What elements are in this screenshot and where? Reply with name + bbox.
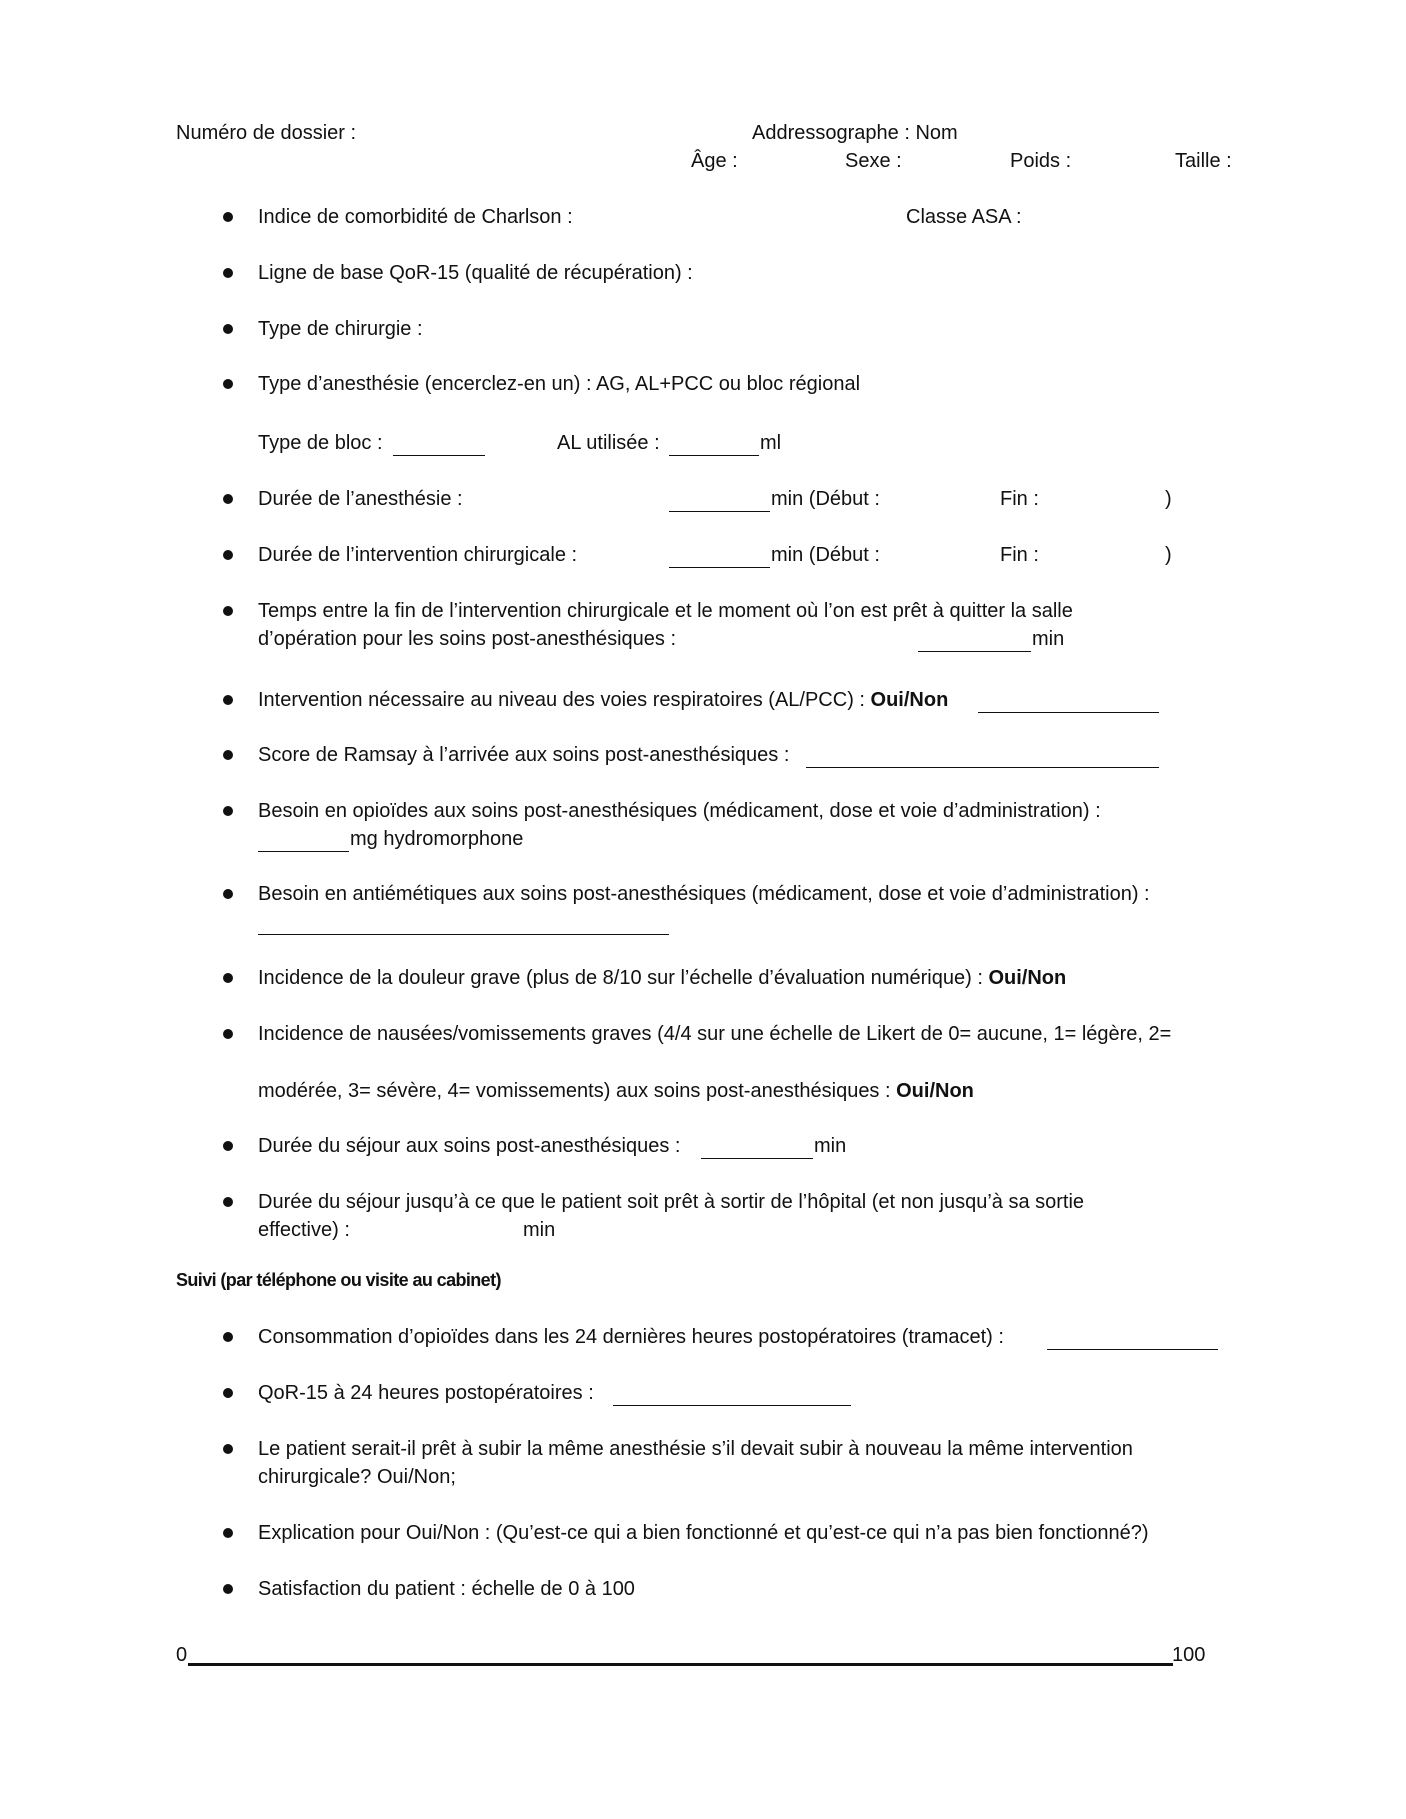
anesthesia-type-label: Type d’anesthésie (encerclez-en un) : AG, AL+PCC ou bloc régional (258, 373, 861, 395)
qor-baseline-label: Ligne de base QoR-15 (qualité de récupération) : (258, 262, 693, 284)
asa-class-label: Classe ASA : (906, 206, 1022, 228)
ramsay-score-label: Score de Ramsay à l’arrivée aux soins post-anesthésiques : (258, 744, 790, 766)
bullet-icon (223, 806, 233, 816)
nausea-label-2: modérée, 3= sévère, 4= vomissements) aux soins post-anesthésiques : Oui/Non (258, 1080, 974, 1102)
height-label: Taille : (1175, 150, 1232, 172)
opioid-dose-blank[interactable] (258, 833, 349, 852)
bullet-icon (223, 1584, 233, 1594)
scale-max-label: 100 (1172, 1644, 1206, 1666)
time-to-ready-label-2: d’opération pour les soins post-anesthésiques : (258, 628, 677, 650)
same-anesthesia-label-1: Le patient serait-il prêt à subir la même anesthésie s’il devait subir à nouveau la même intervention (258, 1438, 1133, 1460)
addressograph-label: Addressographe : Nom (752, 122, 958, 144)
airway-intervention-label: Intervention nécessaire au niveau des voies respiratoires (AL/PCC) : Oui/Non (258, 689, 949, 711)
charlson-index-label: Indice de comorbidité de Charlson : (258, 206, 573, 228)
airway-intervention-blank[interactable] (978, 694, 1159, 713)
explanation-label: Explication pour Oui/Non : (Qu’est-ce qui a bien fonctionné et qu’est-ce qui n’a pas bien fonctionné?) (258, 1522, 1149, 1544)
anesthesia-start-label: min (Début : (771, 488, 880, 510)
opioid-consumption-label: Consommation d’opioïdes dans les 24 dernières heures postopératoires (tramacet) : (258, 1326, 1004, 1348)
follow-up-section-title: Suivi (par téléphone ou visite au cabinet) (176, 1270, 501, 1290)
bullet-icon (223, 1029, 233, 1039)
local-anesthetic-label: AL utilisée : (557, 432, 660, 454)
nausea-label-1: Incidence de nausées/vomissements graves (4/4 sur une échelle de Likert de 0= aucune, 1= légère, 2= (258, 1023, 1172, 1045)
close-paren: ) (1165, 544, 1172, 566)
file-number-label: Numéro de dossier : (176, 122, 357, 144)
surgery-start-label: min (Début : (771, 544, 880, 566)
bullet-icon (223, 1332, 233, 1342)
opioid-consumption-blank[interactable] (1047, 1331, 1218, 1350)
weight-label: Poids : (1010, 150, 1072, 172)
bullet-icon (223, 1141, 233, 1151)
qor-24h-label: QoR-15 à 24 heures postopératoires : (258, 1382, 594, 1404)
ramsay-score-blank[interactable] (806, 749, 1159, 768)
antiemetic-blank[interactable] (258, 916, 669, 935)
bullet-icon (223, 1444, 233, 1454)
bullet-icon (223, 550, 233, 560)
severe-pain-label: Incidence de la douleur grave (plus de 8/10 sur l’échelle d’évaluation numérique) : Oui/Non (258, 967, 1067, 989)
hospital-stay-label-1: Durée du séjour jusqu’à ce que le patient soit prêt à sortir de l’hôpital (et non jusqu’à sa sortie (258, 1191, 1085, 1213)
bullet-icon (223, 889, 233, 899)
close-paren: ) (1165, 488, 1172, 510)
pacu-stay-label: Durée du séjour aux soins post-anesthésiques : (258, 1135, 681, 1157)
ml-unit-label: ml (760, 432, 782, 454)
time-to-ready-blank[interactable] (918, 633, 1031, 652)
block-type-label: Type de bloc : (258, 432, 383, 454)
hydromorphone-label: mg hydromorphone (350, 828, 524, 850)
same-anesthesia-label-2: chirurgicale? Oui/Non; (258, 1466, 456, 1488)
min-unit-label: min (814, 1135, 847, 1157)
sex-label: Sexe : (845, 150, 902, 172)
block-type-blank[interactable] (393, 437, 485, 456)
bullet-icon (223, 324, 233, 334)
hospital-stay-label-2: effective) : (258, 1219, 350, 1241)
bullet-icon (223, 973, 233, 983)
bullet-icon (223, 1197, 233, 1207)
opioid-need-label: Besoin en opioïdes aux soins post-anesthésiques (médicament, dose et voie d’administration) : (258, 800, 1101, 822)
age-label: Âge : (691, 150, 738, 172)
qor-24h-blank[interactable] (613, 1387, 851, 1406)
bullet-icon (223, 494, 233, 504)
bullet-icon (223, 606, 233, 616)
local-anesthetic-blank[interactable] (669, 437, 759, 456)
anesthesia-end-label: Fin : (1000, 488, 1039, 510)
bullet-icon (223, 1528, 233, 1538)
min-unit-label: min (1032, 628, 1065, 650)
satisfaction-label: Satisfaction du patient : échelle de 0 à 100 (258, 1578, 635, 1600)
time-to-ready-label-1: Temps entre la fin de l’intervention chirurgicale et le moment où l’on est prêt à quitter la salle (258, 600, 1073, 622)
surgery-duration-label: Durée de l’intervention chirurgicale : (258, 544, 578, 566)
bullet-icon (223, 268, 233, 278)
anesthesia-duration-blank[interactable] (669, 493, 770, 512)
surgery-duration-blank[interactable] (669, 549, 770, 568)
antiemetic-need-label: Besoin en antiémétiques aux soins post-anesthésiques (médicament, dose et voie d’administration) : (258, 883, 1150, 905)
bullet-icon (223, 695, 233, 705)
anesthesia-duration-label: Durée de l’anesthésie : (258, 488, 463, 510)
surgery-type-label: Type de chirurgie : (258, 318, 423, 340)
satisfaction-scale-line[interactable] (188, 1663, 1173, 1666)
min-unit-label: min (523, 1219, 556, 1241)
bullet-icon (223, 212, 233, 222)
pacu-stay-blank[interactable] (701, 1140, 813, 1159)
scale-min-label: 0 (176, 1644, 188, 1666)
bullet-icon (223, 1388, 233, 1398)
bullet-icon (223, 379, 233, 389)
surgery-end-label: Fin : (1000, 544, 1039, 566)
bullet-icon (223, 750, 233, 760)
